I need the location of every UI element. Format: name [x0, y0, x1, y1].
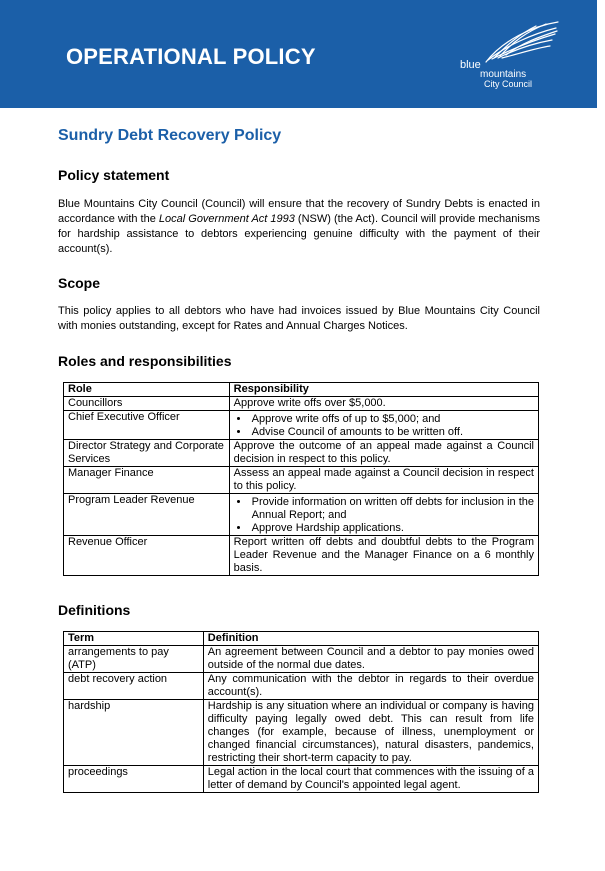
list-item: • Approve write offs of up to $5,000; and [250, 413, 534, 426]
logo-text-blue: blue [460, 59, 481, 71]
definition-cell: Legal action in the local court that commences with the issuing of a letter of demand by Council's appointed legal agent. [203, 766, 538, 793]
responsibility-cell: Report written off debts and doubtful debts to the Program Leader Revenue and the Manager Finance on a 6 monthly basis. [229, 536, 538, 576]
table-row [64, 700, 539, 766]
roles-heading: Roles and responsibilities [58, 353, 232, 369]
responsibility-cell: Approve write offs over $5,000. [229, 397, 538, 411]
definition-cell: Hardship is any situation where an individual or company is having difficulty paying legally owed debt. This can result from life changes (for example, because of illness, unemployment or changed financial circumstances), natural disasters, pandemics, restricting their short-term capacity to pay. [203, 700, 538, 766]
responsibility-cell [229, 411, 538, 440]
definition-cell: Any communication with the debtor in regards to their overdue account(s). [203, 673, 538, 700]
table-row [64, 536, 539, 576]
list-item: • Advise Council of amounts to be written off. [250, 426, 534, 439]
responsibility-cell: Approve the outcome of an appeal made against a Council decision in respect to this policy. [229, 440, 538, 467]
policy-statement-heading: Policy statement [58, 167, 170, 183]
header-title: OPERATIONAL POLICY [66, 44, 316, 69]
role-cell: Councillors [64, 397, 230, 411]
council-logo [458, 20, 568, 92]
definition-cell: An agreement between Council and a debtor to pay monies owed outside of the normal due dates. [203, 646, 538, 673]
column-header: Responsibility [229, 383, 538, 397]
list-item: • Provide information on written off debts for inclusion in the Annual Report; and [250, 496, 534, 522]
term-cell: arrangements to pay (ATP) [64, 646, 204, 673]
table-row [64, 494, 539, 536]
scope-heading: Scope [58, 275, 101, 291]
act-name: Local Government Act 1993 [158, 213, 295, 225]
responsibility-cell [229, 494, 538, 536]
role-cell: Program Leader Revenue [64, 494, 230, 536]
column-header: Definition [203, 632, 538, 646]
role-cell: Revenue Officer [64, 536, 230, 576]
policy-statement-text: Blue Mountains City Council (Council) will ensure that the recovery of Sundry Debts is enacted in accordance with the Local Government Act 1993 (NSW) (the Act). Council will provide mechanisms for hardship assistance to debtors experiencing genuine difficulty with the payment of their account(s). [58, 198, 541, 255]
list-item: • Approve Hardship applications. [250, 522, 534, 535]
term-cell: debt recovery action [64, 673, 204, 700]
term-cell: proceedings [64, 766, 204, 793]
definitions-table [63, 631, 539, 793]
header-banner [0, 0, 597, 108]
table-row [64, 673, 539, 700]
table-header-row [64, 383, 539, 397]
logo-text-city-council: City Council [484, 79, 533, 89]
table-row [64, 411, 539, 440]
column-header: Role [64, 383, 230, 397]
role-cell: Manager Finance [64, 467, 230, 494]
table-row [64, 646, 539, 673]
role-cell: Director Strategy and Corporate Services [64, 440, 230, 467]
roles-table [63, 382, 539, 576]
term-cell: hardship [64, 700, 204, 766]
responsibility-cell: Assess an appeal made against a Council decision in respect to this policy. [229, 467, 538, 494]
table-row [64, 766, 539, 793]
scope-text: This policy applies to all debtors who have had invoices issued by Blue Mountains City Council with monies outstanding, except for Rates and Annual Charges Notices. [58, 305, 540, 332]
definitions-heading: Definitions [58, 602, 131, 618]
document-title: Sundry Debt Recovery Policy [58, 127, 282, 144]
logo-text-mountains: mountains [480, 69, 527, 80]
table-row [64, 467, 539, 494]
column-header: Term [64, 632, 204, 646]
table-row [64, 397, 539, 411]
table-row [64, 440, 539, 467]
table-header-row [64, 632, 539, 646]
role-cell: Chief Executive Officer [64, 411, 230, 440]
